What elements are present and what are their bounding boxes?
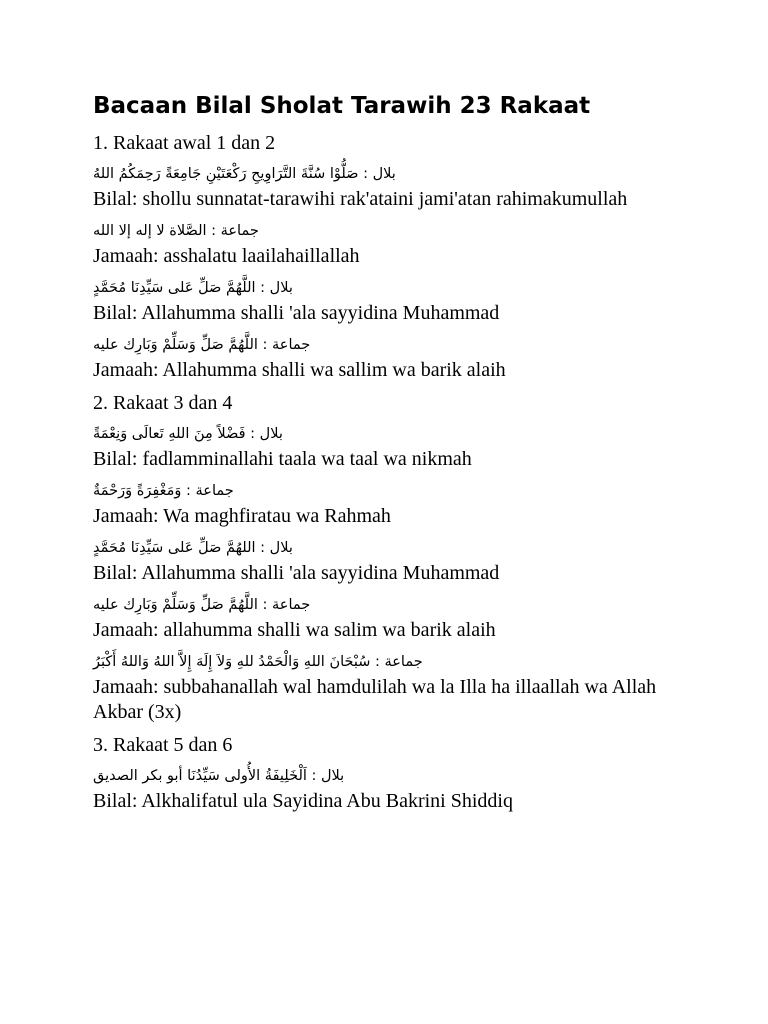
transliteration-text: Jamaah: Allahumma shalli wa sallim wa barik alaih bbox=[93, 359, 506, 381]
recitation-pair bbox=[93, 333, 693, 383]
arabic-text: بلال : اللهُمَّ صَلِّ عَلى سَيِّدِنَا مُحَمَّدٍ bbox=[93, 540, 293, 556]
recitation-pair bbox=[93, 764, 693, 814]
recitation-pair bbox=[93, 536, 693, 586]
transliteration-text: Bilal: Allahumma shalli 'ala sayyidina Muhammad bbox=[93, 302, 500, 324]
transliteration-text: Jamaah: asshalatu laailahaillallah bbox=[93, 245, 360, 267]
document-page bbox=[93, 86, 693, 821]
recitation-pair bbox=[93, 593, 693, 643]
arabic-text: بلال : اَلْخَلِيفَةُ الأُولى سَيِّدُنَا أبو بكر الصديق bbox=[93, 768, 345, 784]
section-heading: 1. Rakaat awal 1 dan 2 bbox=[93, 132, 276, 154]
section-rakaat-5-6 bbox=[93, 732, 693, 814]
arabic-text: بلال : صَلُّوْا سُنَّةَ التَّرَاوِيحِ رَكْعَتَيْنِ جَامِعَةً رَحِمَكُمُ اللهُ bbox=[93, 166, 396, 182]
arabic-text: بلال : فَضْلاً مِنَ اللهِ تَعالَى وَنِعْمَةً bbox=[93, 426, 283, 442]
arabic-text: جماعة : الصَّلاة لا إله إلا الله bbox=[93, 223, 259, 239]
transliteration-text: Bilal: fadlamminallahi taala wa taal wa nikmah bbox=[93, 448, 472, 470]
arabic-text: جماعة : اللَّهُمَّ صَلِّ وَسَلِّمْ وَبَارِك عليه bbox=[93, 337, 311, 353]
transliteration-text: Jamaah: subbahanallah wal hamdulilah wa la Illa ha illaallah wa Allah Akbar (3x) bbox=[93, 676, 657, 723]
recitation-pair bbox=[93, 219, 693, 269]
transliteration-text: Bilal: shollu sunnatat-tarawihi rak'ataini jami'atan rahimakumullah bbox=[93, 188, 628, 210]
section-heading: 3. Rakaat 5 dan 6 bbox=[93, 734, 233, 756]
arabic-text: جماعة : سُبْحَانَ اللهِ وَالْحَمْدُ للهِ وَلاَ إِلَهَ إِلاَّ اللهُ وَاللهُ أَكْبَرُ bbox=[93, 654, 423, 670]
section-rakaat-1-2 bbox=[93, 130, 693, 383]
arabic-text: بلال : اللَّهُمَّ صَلِّ عَلى سَيِّدِنَا مُحَمَّدٍ bbox=[93, 280, 293, 296]
recitation-pair bbox=[93, 650, 693, 725]
arabic-text: جماعة : وَمَغْفِرَةً وَرَحْمَةٌ bbox=[93, 483, 234, 499]
transliteration-text: Jamaah: Wa maghfiratau wa Rahmah bbox=[93, 505, 391, 527]
recitation-pair bbox=[93, 162, 693, 212]
transliteration-text: Bilal: Alkhalifatul ula Sayidina Abu Bakrini Shiddiq bbox=[93, 790, 513, 812]
arabic-text: جماعة : اللَّهُمَّ صَلِّ وَسَلِّمْ وَبَارِك عليه bbox=[93, 597, 311, 613]
section-heading: 2. Rakaat 3 dan 4 bbox=[93, 392, 233, 414]
recitation-pair bbox=[93, 276, 693, 326]
transliteration-text: Jamaah: allahumma shalli wa salim wa barik alaih bbox=[93, 619, 496, 641]
document-title: Bacaan Bilal Sholat Tarawih 23 Rakaat bbox=[93, 93, 591, 119]
transliteration-text: Bilal: Allahumma shalli 'ala sayyidina Muhammad bbox=[93, 562, 500, 584]
recitation-pair bbox=[93, 479, 693, 529]
recitation-pair bbox=[93, 422, 693, 472]
section-rakaat-3-4 bbox=[93, 390, 693, 725]
